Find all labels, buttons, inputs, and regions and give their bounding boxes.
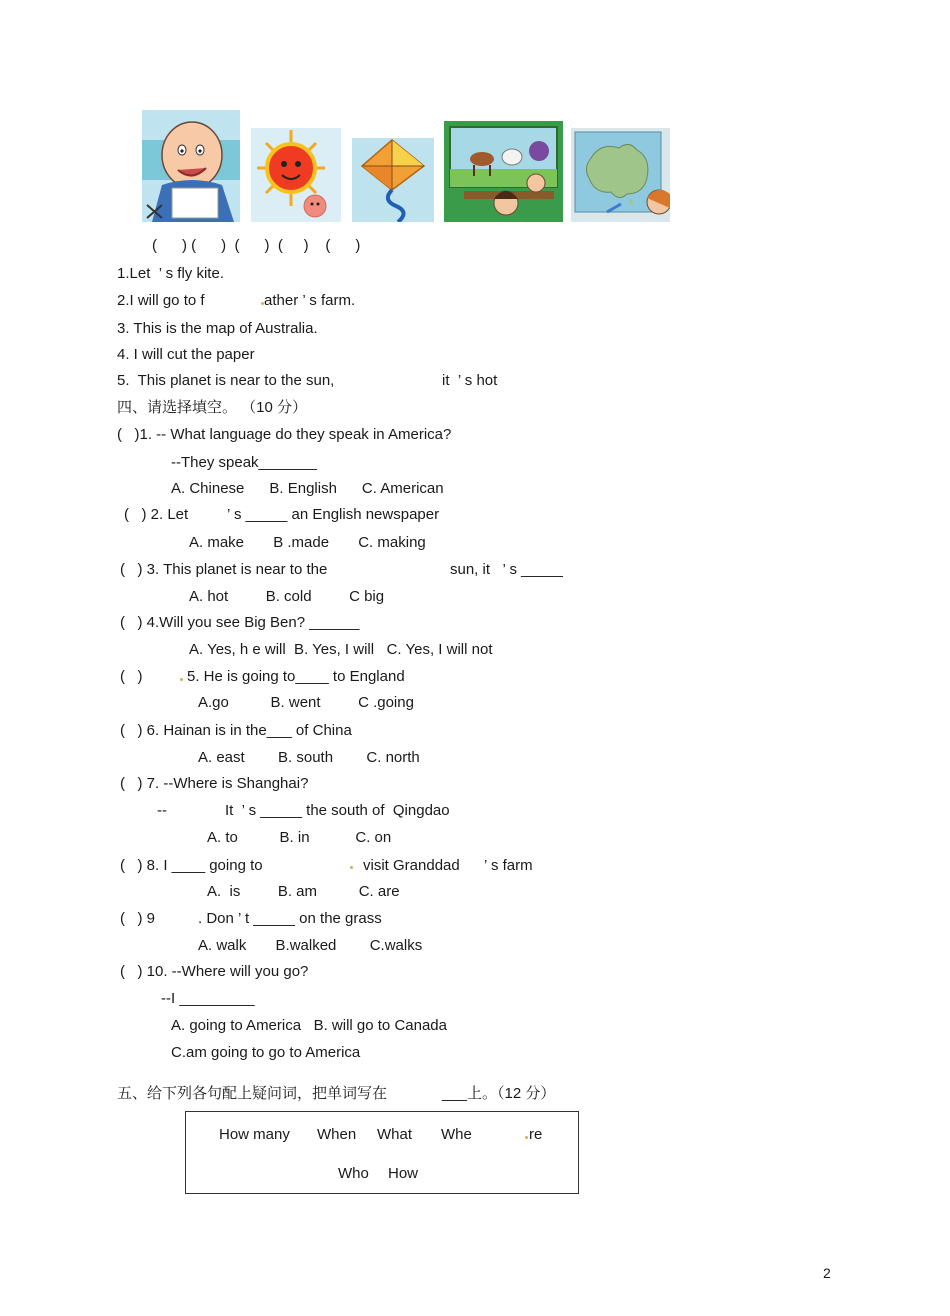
picture-sentence-5b: it ’ s hot <box>442 372 498 389</box>
page-number: 2 <box>823 1265 831 1281</box>
q2-options: A. make B .made C. making <box>189 534 426 551</box>
q8-question-a[interactable]: ( ) 8. I ____ going to <box>120 857 263 874</box>
q5-options: A.go B. went C .going <box>198 694 414 711</box>
picture-australia-map <box>571 128 670 222</box>
q10-options-1: A. going to America B. will go to Canada <box>171 1017 447 1034</box>
q6-question[interactable]: ( ) 6. Hainan is in the___ of China <box>120 722 352 739</box>
q1-answer-line: --They speak_______ <box>171 454 317 471</box>
word-where-b: re <box>529 1126 543 1143</box>
q7-answer-line: It ’ s _____ the south of Qingdao <box>225 802 450 819</box>
q4-question[interactable]: ( ) 4.Will you see Big Ben? ______ <box>120 614 360 631</box>
picture-farm <box>444 121 563 222</box>
q8-options: A. is B. am C. are <box>207 883 400 900</box>
word-how: How <box>388 1165 419 1182</box>
picture-sentence-3: 3. This is the map of Australia. <box>117 320 318 337</box>
q1-question[interactable]: ( )1. -- What language do they speak in America? <box>117 426 452 443</box>
word-who: Who <box>338 1165 369 1182</box>
q2-question-a[interactable]: ( ) 2. Let <box>124 506 189 523</box>
q9-question-b: . Don ’ t _____ on the grass <box>198 910 382 927</box>
q5-question: 5. He is going to____ to England <box>187 668 405 685</box>
q2-question-b: ’ s _____ an English newspaper <box>227 506 440 523</box>
q8-question-b: visit Granddad <box>363 857 460 874</box>
q5-bracket[interactable]: ( ) <box>120 668 143 685</box>
picture-kite <box>352 138 434 222</box>
section-5-heading-a: 五、给下列各句配上疑问词，把单词写在 <box>117 1085 388 1102</box>
q6-options: A. east B. south C. north <box>198 749 420 766</box>
q7-answer-dash: -- <box>157 802 167 819</box>
q1-options: A. Chinese B. English C. American <box>171 480 444 497</box>
picture-sentence-5a: 5. This planet is near to the sun, <box>117 372 335 389</box>
q7-question[interactable]: ( ) 7. --Where is Shanghai? <box>120 775 309 792</box>
picture-sentence-2a: 2.I will go to f <box>117 292 205 309</box>
q9-options: A. walk B.walked C.walks <box>198 937 423 954</box>
q7-options: A. to B. in C. on <box>207 829 392 846</box>
word-bank-box <box>185 1111 579 1194</box>
picture-sentence-4: 4. I will cut the paper <box>117 346 255 363</box>
word-where-a: Whe <box>441 1126 472 1143</box>
word-when: When <box>317 1126 357 1143</box>
q9-question-a[interactable]: ( ) 9 <box>120 910 156 927</box>
word-how-many: How many <box>219 1126 290 1143</box>
speck-mark <box>350 866 353 869</box>
section-4-heading: 四、请选择填空。 （10 分） <box>117 399 308 416</box>
q10-question[interactable]: ( ) 10. --Where will you go? <box>120 963 309 980</box>
picture-answer-brackets[interactable]: ( ) ( ) ( ) ( ) ( ) <box>152 237 361 254</box>
q10-answer-line: --I _________ <box>161 990 255 1007</box>
picture-sun <box>251 128 341 222</box>
q3-question-a[interactable]: ( ) 3. This planet is near to the <box>120 561 328 578</box>
picture-sentence-2b: ather ’ s farm. <box>264 292 356 309</box>
speck-mark <box>525 1136 528 1139</box>
q4-options: A. Yes, h e will B. Yes, I will C. Yes, I will not <box>189 641 493 658</box>
q3-question-b: sun, it ’ s _____ <box>450 561 563 578</box>
q10-options-2: C.am going to go to America <box>171 1044 361 1061</box>
q8-question-c: ’ s farm <box>484 857 533 874</box>
speck-mark <box>180 678 183 681</box>
picture-boy-cutting-paper <box>142 110 240 222</box>
word-what: What <box>377 1126 413 1143</box>
q3-options: A. hot B. cold C big <box>189 588 385 605</box>
picture-sentence-1: 1.Let ’ s fly kite. <box>117 265 224 282</box>
section-5-heading-b: ___上。（12 分） <box>442 1085 556 1102</box>
